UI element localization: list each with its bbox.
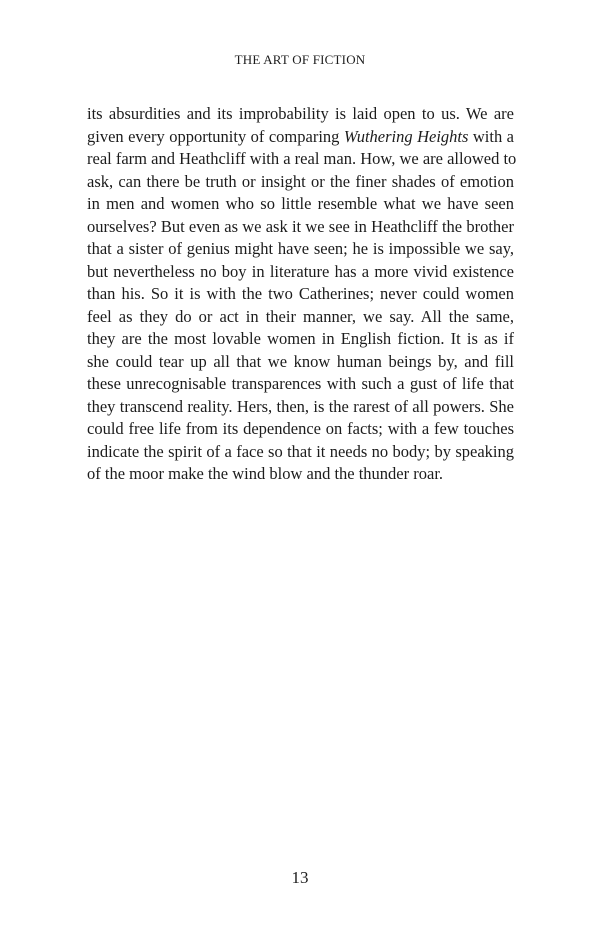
text-line: indicate the spirit of a face so that it needs no body; by speaking	[87, 441, 514, 461]
page-number: 13	[291, 868, 309, 887]
running-head: THE ART OF FICTION	[234, 52, 366, 67]
text-segment: with a	[468, 126, 514, 146]
text-line: real farm and Heathcliff with a real man. How, we are allowed to	[87, 149, 517, 168]
text-segment: given every opportunity of comparing	[87, 126, 344, 146]
text-line: feel as they do or act in their manner, we say. All the same,	[87, 306, 514, 326]
text-line: they transcend reality. Hers, then, is the rarest of all powers. She	[87, 396, 514, 416]
text-line: of the moor make the wind blow and the thunder roar.	[87, 464, 444, 483]
text-line: could free life from its dependence on facts; with a few touches	[87, 419, 514, 438]
text-line: but nevertheless no boy in literature has a more vivid existence	[87, 261, 514, 281]
text-line: in men and women who so little resemble what we have seen	[87, 194, 514, 213]
text-line: these unrecognisable transparences with such a gust of life that	[87, 374, 514, 393]
book-title: Wuthering Heights	[343, 126, 469, 146]
text-line: ourselves? But even as we ask it we see in Heathcliff the brother	[87, 216, 514, 236]
text-line: ask, can there be truth or insight or the finer shades of emotion	[87, 171, 514, 191]
text-line	[87, 126, 514, 149]
text-line: she could tear up all that we know human beings by, and fill	[87, 351, 514, 371]
text-line: its absurdities and its improbability is laid open to us. We are	[87, 104, 514, 123]
body-text	[87, 103, 517, 486]
text-line: they are the most lovable women in English fiction. It is as if	[87, 329, 514, 348]
text-line: that a sister of genius might have seen; he is impossible we say,	[87, 239, 514, 258]
text-line: than his. So it is with the two Catherines; never could women	[87, 284, 514, 303]
